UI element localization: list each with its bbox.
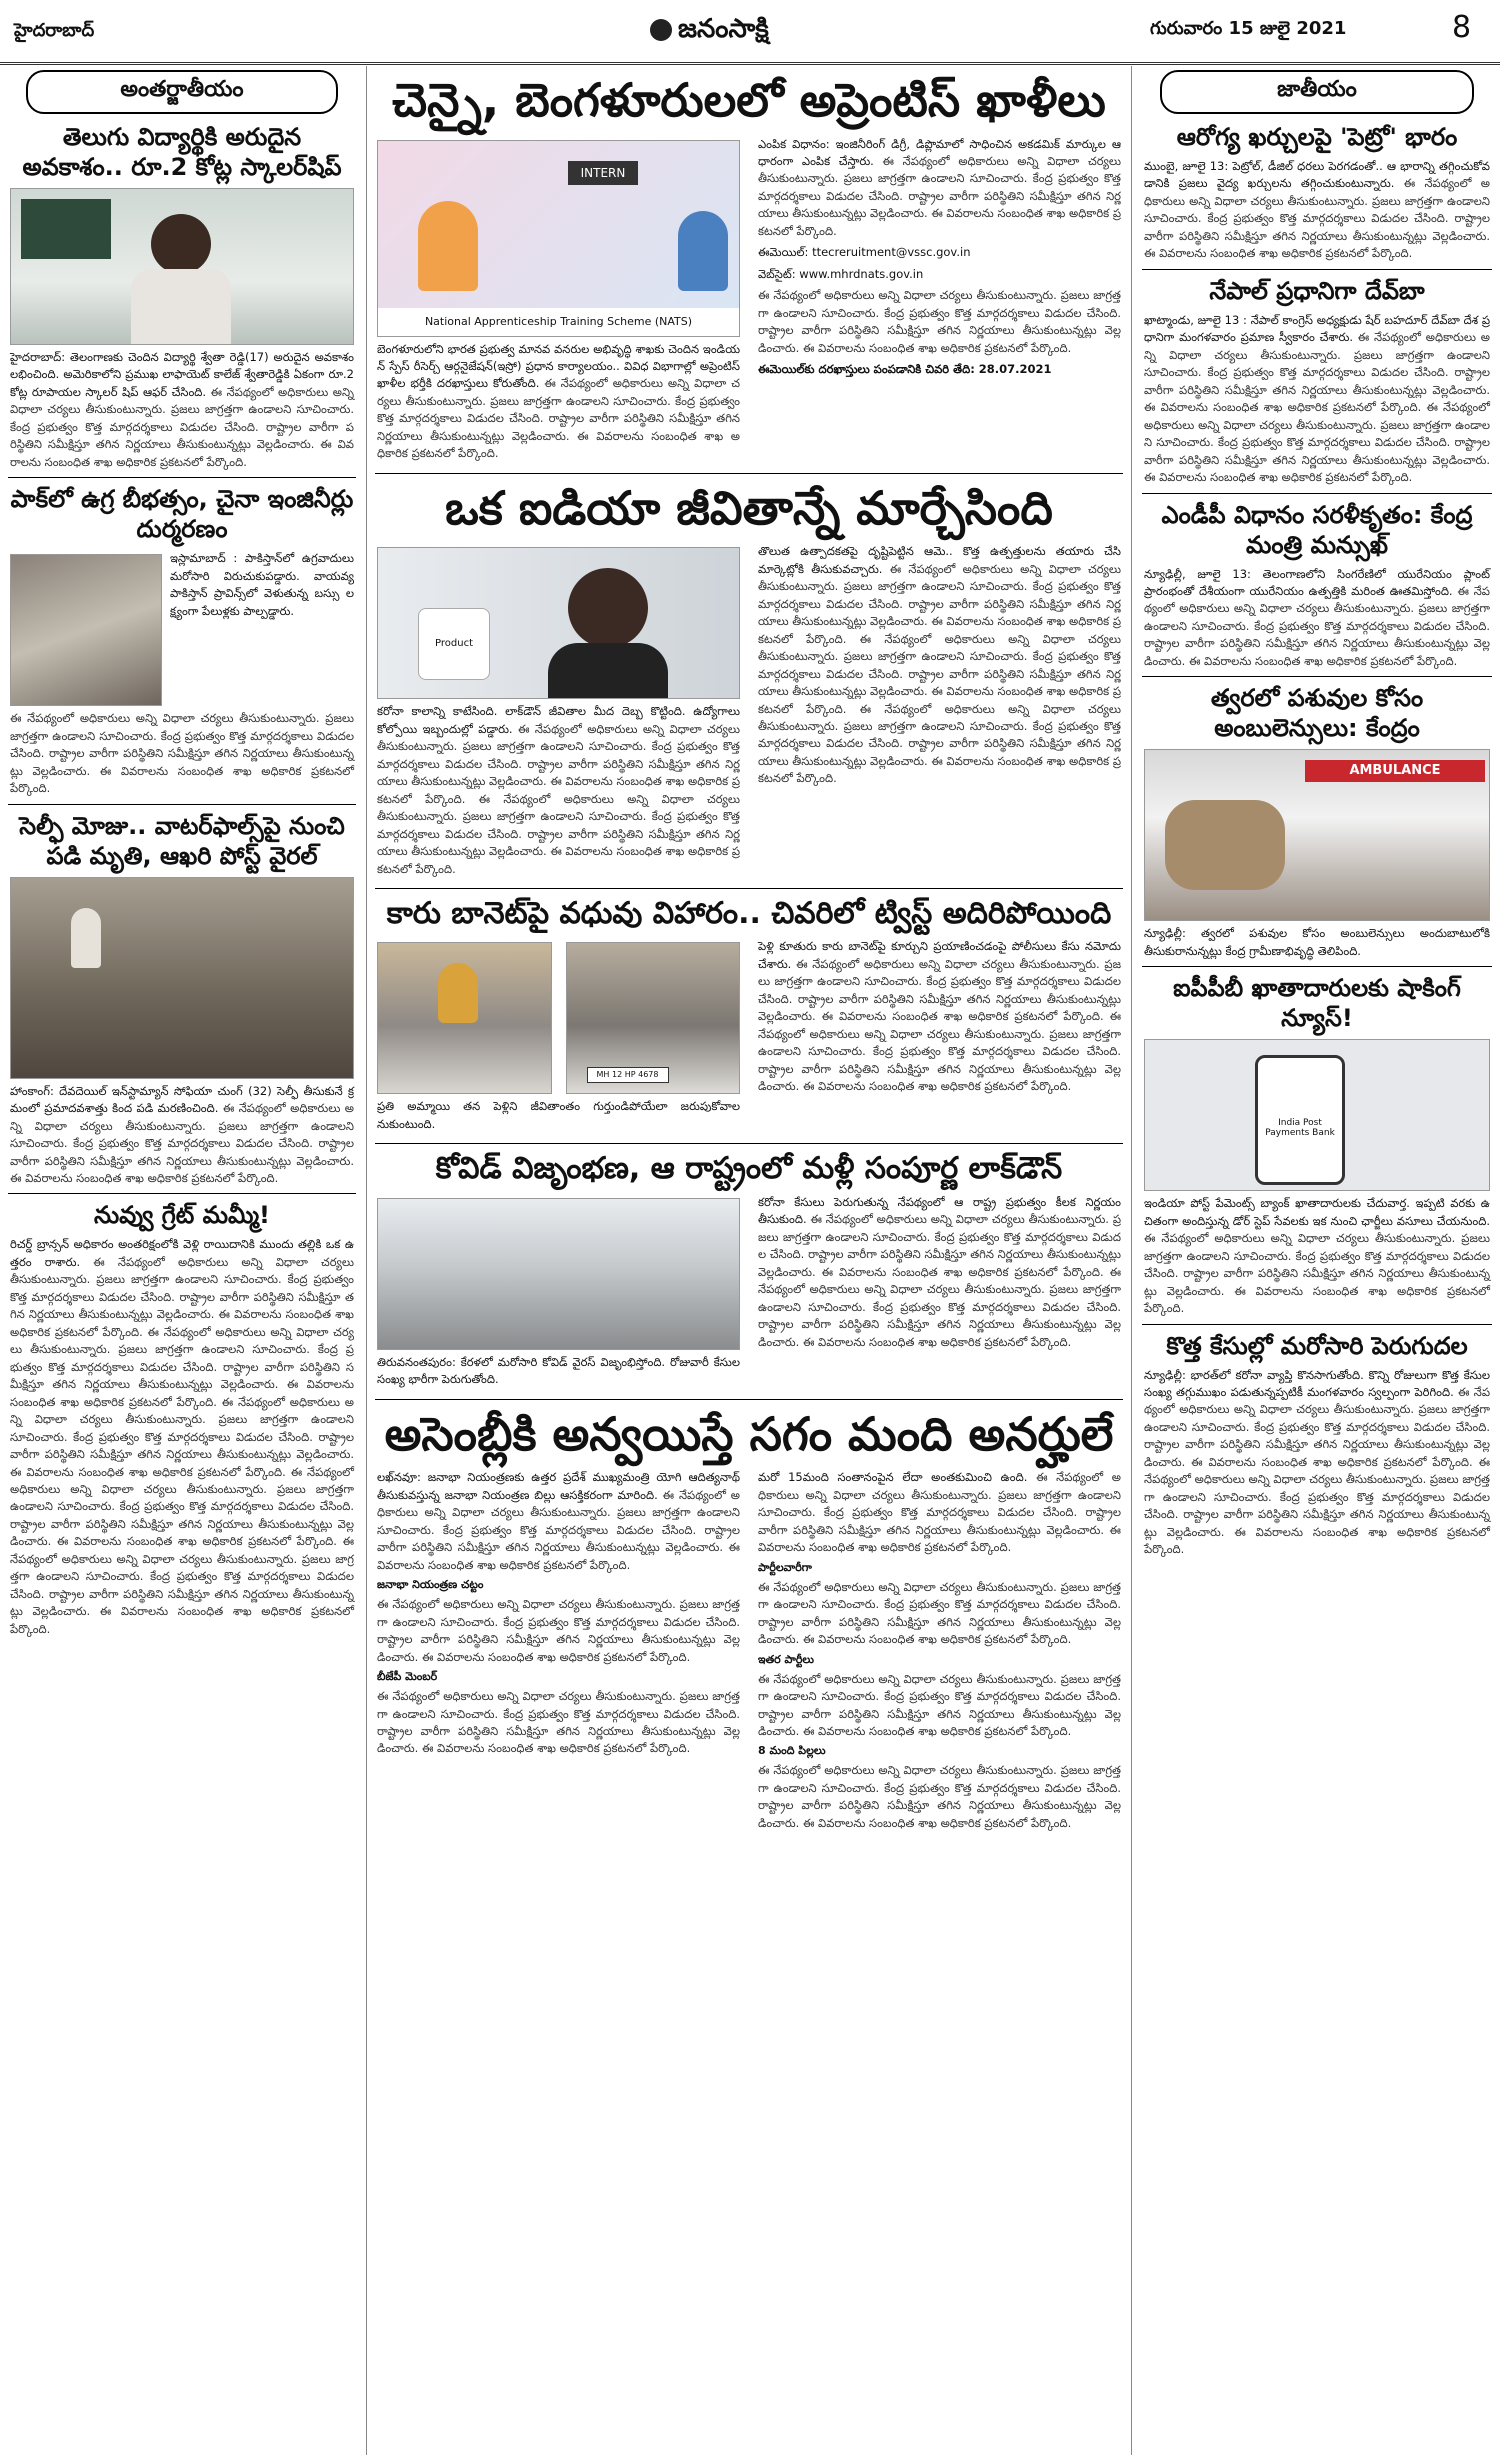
story-headline: తెలుగు విద్యార్థికి అరుదైన అవకాశం.. రూ.2 కోట్ల స్కాలర్‌షిప్ <box>22 123 342 181</box>
lockdown-street-photo <box>377 1198 740 1350</box>
ambulance-label: AMBULANCE <box>1305 760 1485 782</box>
middle-column: చెన్నై, బెంగళూరులలో అప్రెంటిస్‌ ఖాళీలు INTERN National Apprenticeship Training Scheme (NATS) బెంగళూరులోని భారత ప్రభుత్వ మానవ వనరుల అభివృద్ధి శాఖకు చెందిన ఇండియన్‌ స్పేస్‌ రీసెర్చ్‌ ఆర్గనైజేషన్‌(ఇస్రో) ప్రధాన కార్యాలయం.. వివిధ విభాగాల్లో అప్రెంటిస్‌ ఖాళీల భర్తీకి దరఖాస్తులు కోరుతోంది. ఈ నేపథ్యంలో అధికారులు అన్ని విధాలా చర్యలు తీసుకుంటున్నారు. ప్రజలు జాగ్రత్తగా ఉండాలని సూచించారు. కేంద్ర ప్రభుత్వం కొత్త మార్గదర్శకాలు విడుదల చేసింది. రాష్ట్రాల వారీగా పరిస్థితిని సమీక్షిస్తూ తగిన నిర్ణయాలు తీసుకుంటున్నట్లు వెల్లడించారు. ఈ వివరాలను సంబంధిత శాఖ అధికారిక ప్రకటనలో పేర్కొంది. ఎంపిక విధానం: ఇంజినీరింగ్‌ డిగ్రీ, డిప్లొమాలో సాధించిన అకడమిక్‌ మార్కుల ఆధారంగా ఎంపిక చేస్తారు. ఈ నేపథ్యంలో అధికారులు అన్ని విధాలా చర్యలు తీసుకుంటున్నారు. ప్రజలు జాగ్రత్తగా ఉండాలని సూచించారు. కేంద్ర ప్రభుత్వం కొత్త మార్గదర్శకాలు విడుదల చేసింది. రాష్ట్రాల వారీగా పరిస్థితిని సమీక్షిస్తూ తగిన నిర్ణయాలు తీసుకుంటున్నట్లు వెల్లడించారు. ఈ వివరాలను సంబంధిత శాఖ అధికారిక ప్రకటనలో పేర్కొంది. ఈమెయిల్‌: ttecreruitment@vssc.gov.in వెబ్‌సైట్‌: www.mhrdnats.gov.in ఈ నేపథ్యంలో అధికారులు అన్ని విధాలా చర్యలు తీసుకుంటున్నారు. ప్రజలు జాగ్రత్తగా ఉండాలని సూచించారు. కేంద్ర ప్రభుత్వం కొత్త మార్గదర్శకాలు విడుదల చేసింది. రాష్ట్రాల వారీగా పరిస్థితిని సమీక్షిస్తూ తగిన నిర్ణయాలు తీసుకుంటున్నట్లు వెల్లడించారు. ఈ వివరాలను సంబంధిత శాఖ అధికారిక ప్రకటనలో పేర్కొంది. ఈమెయిల్‌కు దరఖాస్తులు పంపడానికి చివరి తేది: 28.07.2021 ఒక ఐడియా జీవితాన్నే మార్చేసింది Product కరోనా కాలాన్ని కాటేసింది. లాక్‌డౌన్‌ జీవితాల మీద దెబ్బ కొట్టింది. ఉద్యోగాలు కోల్పోయి ఇబ్బందుల్లో పడ్డారు. ఈ నేపథ్యంలో అధికారులు అన్ని విధాలా చర్యలు తీసుకుంటున్నారు. ప్రజలు జాగ్రత్తగా ఉండాలని సూచించారు. కేంద్ర ప్రభుత్వం కొత్త మార్గదర్శకాలు విడుదల చేసింది. రాష్ట్రాల వారీగా పరిస్థితిని సమీక్షిస్తూ తగిన నిర్ణయాలు తీసుకుంటున్నట్లు వెల్లడించారు. ఈ వివరాలను సంబంధిత శాఖ అధికారిక ప్రకటనలో పేర్కొంది. ఈ నేపథ్యంలో అధికారులు అన్ని విధాలా చర్యలు తీసుకుంటున్నారు. ప్రజలు జాగ్రత్తగా ఉండాలని సూచించారు. కేంద్ర ప్రభుత్వం కొత్త మార్గదర్శకాలు విడుదల చేసింది. రాష్ట్రాల వారీగా పరిస్థితిని సమీక్షిస్తూ తగిన నిర్ణయాలు తీసుకుంటున్నట్లు వెల్లడించారు. ఈ వివరాలను సంబంధిత శాఖ అధికారిక ప్రకటనలో పేర్కొంది. తొలుత ఉత్పాదకతపై దృష్టిపెట్టిన ఆమె.. కొత్త ఉత్పత్తులను తయారు చేసి మార్కెట్లోకి తీసుకువచ్చారు. ఈ నేపథ్యంలో అధికారులు అన్ని విధాలా చర్యలు తీసుకుంటున్నారు. ప్రజలు జాగ్రత్తగా ఉండాలని సూచించారు. కేంద్ర ప్రభుత్వం కొత్త మార్గదర్శకాలు విడుదల చేసింది. రాష్ట్రాల వారీగా పరిస్థితిని సమీక్షిస్తూ తగిన నిర్ణయాలు తీసుకుంటున్నట్లు వెల్లడించారు. ఈ వివరాలను సంబంధిత శాఖ అధికారిక ప్రకటనలో పేర్కొంది. ఈ నేపథ్యంలో అధికారులు అన్ని విధాలా చర్యలు తీసుకుంటున్నారు. ప్రజలు జాగ్రత్తగా ఉండాలని సూచించారు. కేంద్ర ప్రభుత్వం కొత్త మార్గదర్శకాలు విడుదల చేసింది. రాష్ట్రాల వారీగా పరిస్థితిని సమీక్షిస్తూ తగిన నిర్ణయాలు తీసుకుంటున్నట్లు వెల్లడించారు. ఈ వివరాలను సంబంధిత శాఖ అధికారిక ప్రకటనలో పేర్కొంది. ఈ నేపథ్యంలో అధికారులు అన్ని విధాలా చర్యలు తీసుకుంటున్నారు. ప్రజలు జాగ్రత్తగా ఉండాలని సూచించారు. కేంద్ర ప్రభుత్వం కొత్త మార్గదర్శకాలు విడుదల చేసింది. రాష్ట్రాల వారీగా పరిస్థితిని సమీక్షిస్తూ తగిన నిర్ణయాలు తీసుకుంటున్నట్లు వెల్లడించారు. ఈ వివరాలను సంబంధిత శాఖ అధికారిక ప్రకటనలో పేర్కొంది. కారు బానెట్‌పై వధువు విహారం.. చివరిలో ట్విస్ట్‌ అదిరిపోయింది MH 12 HP 4678 ప్రతి అమ్మాయి తన పెళ్లిని జీవితాంతం గుర్తుండిపోయేలా జరుపుకోవాలనుకుంటుంది. పెళ్లి కూతురు కారు బానెట్‌పై కూర్చుని ప్రయాణించడంపై పోలీసులు కేసు నమోదు చేశారు. ఈ నేపథ్యంలో అధికారులు అన్ని విధాలా చర్యలు తీసుకుంటున్నారు. ప్రజలు జాగ్రత్తగా ఉండాలని సూచించారు. కేంద్ర ప్రభుత్వం కొత్త మార్గదర్శకాలు విడుదల చేసింది. రాష్ట్రాల వారీగా పరిస్థితిని సమీక్షిస్తూ తగిన నిర్ణయాలు తీసుకుంటున్నట్లు వెల్లడించారు. ఈ వివరాలను సంబంధిత శాఖ అధికారిక ప్రకటనలో పేర్కొంది. ఈ నేపథ్యంలో అధికారులు అన్ని విధాలా చర్యలు తీసుకుంటున్నారు. ప్రజలు జాగ్రత్తగా ఉండాలని సూచించారు. కేంద్ర ప్రభుత్వం కొత్త మార్గదర్శకాలు విడుదల చేసింది. రాష్ట్రాల వారీగా పరిస్థితిని సమీక్షిస్తూ తగిన నిర్ణయాలు తీసుకుంటున్నట్లు వెల్లడించారు. ఈ వివరాలను సంబంధిత శాఖ అధికారిక ప్రకటనలో పేర్కొంది. కోవిడ్‌ విజృంభణ, ఆ రాష్ట్రంలో మళ్లీ సంపూర్ణ లాక్‌డౌన్‌ తిరువనంతపురం: కేరళలో మరోసారి కోవిడ్‌ వైరస్‌ విజృంభిస్తోంది. రోజువారీ కేసుల సంఖ్య భారీగా పెరుగుతోంది. కరోనా కేసులు పెరుగుతున్న నేపథ్యంలో ఆ రాష్ట్ర ప్రభుత్వం కీలక నిర్ణయం తీసుకుంది. ఈ నేపథ్యంలో అధికారులు అన్ని విధాలా చర్యలు తీసుకుంటున్నారు. ప్రజలు జాగ్రత్తగా ఉండాలని సూచించారు. కేంద్ర ప్రభుత్వం కొత్త మార్గదర్శకాలు విడుదల చేసింది. రాష్ట్రాల వారీగా పరిస్థితిని సమీక్షిస్తూ తగిన నిర్ణయాలు తీసుకుంటున్నట్లు వెల్లడించారు. ఈ వివరాలను సంబంధిత శాఖ అధికారిక ప్రకటనలో పేర్కొంది. ఈ నేపథ్యంలో అధికారులు అన్ని విధాలా చర్యలు తీసుకుంటున్నారు. ప్రజలు జాగ్రత్తగా ఉండాలని సూచించారు. కేంద్ర ప్రభుత్వం కొత్త మార్గదర్శకాలు విడుదల చేసింది. రాష్ట్రాల వారీగా పరిస్థితిని సమీక్షిస్తూ తగిన నిర్ణయాలు తీసుకుంటున్నట్లు వెల్లడించారు. ఈ వివరాలను సంబంధిత శాఖ అధికారిక ప్రకటనలో పేర్కొంది. అసెంబ్లీకి అన్వయిస్తే సగం మంది అనర్హులే లఖ్‌నవూ: జనాభా నియంత్రణకు ఉత్తర ప్రదేశ్‌ ముఖ్యమంత్రి యోగి ఆదిత్యనాథ్‌ తీసుకువస్తున్న జనాభా నియంత్రణ బిల్లు ఆసక్తికరంగా మారింది. ఈ నేపథ్యంలో అధికారులు అన్ని విధాలా చర్యలు తీసుకుంటున్నారు. ప్రజలు జాగ్రత్తగా ఉండాలని సూచించారు. కేంద్ర ప్రభుత్వం కొత్త మార్గదర్శకాలు విడుదల చేసింది. రాష్ట్రాల వారీగా పరిస్థితిని సమీక్షిస్తూ తగిన నిర్ణయాలు తీసుకుంటున్నట్లు వెల్లడించారు. ఈ వివరాలను సంబంధిత శాఖ అధికారిక ప్రకటనలో పేర్కొంది. జనాభా నియంత్రణ చట్టం ఈ నేపథ్యంలో అధికారులు అన్ని విధాలా చర్యలు తీసుకుంటున్నారు. ప్రజలు జాగ్రత్తగా ఉండాలని సూచించారు. కేంద్ర ప్రభుత్వం కొత్త మార్గదర్శకాలు విడుదల చేసింది. రాష్ట్రాల వారీగా పరిస్థితిని సమీక్షిస్తూ తగిన నిర్ణయాలు తీసుకుంటున్నట్లు వెల్లడించారు. ఈ వివరాలను సంబంధిత శాఖ అధికారిక ప్రకటనలో పేర్కొంది. బీజేపీ మెంబర్‌ ఈ నేపథ్యంలో అధికారులు అన్ని విధాలా చర్యలు తీసుకుంటున్నారు. ప్రజలు జాగ్రత్తగా ఉండాలని సూచించారు. కేంద్ర ప్రభుత్వం కొత్త మార్గదర్శకాలు విడుదల చేసింది. రాష్ట్రాల వారీగా పరిస్థితిని సమీక్షిస్తూ తగిన నిర్ణయాలు తీసుకుంటున్నట్లు వెల్లడించారు. ఈ వివరాలను సంబంధిత శాఖ అధికారిక ప్రకటనలో పేర్కొంది. మరో 15మంది సంతానంపైన లేదా అంతకుమించి ఉంది. ఈ నేపథ్యంలో అధికారులు అన్ని విధాలా చర్యలు తీసుకుంటున్నారు. ప్రజలు జాగ్రత్తగా ఉండాలని సూచించారు. కేంద్ర ప్రభుత్వం కొత్త మార్గదర్శకాలు విడుదల చేసింది. రాష్ట్రాల వారీగా పరిస్థితిని సమీక్షిస్తూ తగిన నిర్ణయాలు తీసుకుంటున్నట్లు వెల్లడించారు. ఈ వివరాలను సంబంధిత శాఖ అధికారిక ప్రకటనలో పేర్కొంది. పార్టీలవారీగా ఈ నేపథ్యంలో అధికారులు అన్ని విధాలా చర్యలు తీసుకుంటున్నారు. ప్రజలు జాగ్రత్తగా ఉండాలని సూచించారు. కేంద్ర ప్రభుత్వం కొత్త మార్గదర్శకాలు విడుదల చేసింది. రాష్ట్రాల వారీగా పరిస్థితిని సమీక్షిస్తూ తగిన నిర్ణయాలు తీసుకుంటున్నట్లు వెల్లడించారు. ఈ వివరాలను సంబంధిత శాఖ అధికారిక ప్రకటనలో పేర్కొంది. ఇతర పార్టీలు ఈ నేపథ్యంలో అధికారులు అన్ని విధాలా చర్యలు తీసుకుంటున్నారు. ప్రజలు జాగ్రత్తగా ఉండాలని సూచించారు. కేంద్ర ప్రభుత్వం కొత్త మార్గదర్శకాలు విడుదల చేసింది. రాష్ట్రాల వారీగా పరిస్థితిని సమీక్షిస్తూ తగిన నిర్ణయాలు తీసుకుంటున్నట్లు వెల్లడించారు. ఈ వివరాలను సంబంధిత శాఖ అధికారిక ప్రకటనలో పేర్కొంది. 8 మంది పిల్లలు ఈ నేపథ్యంలో అధికారులు అన్ని విధాలా చర్యలు తీసుకుంటున్నారు. ప్రజలు జాగ్రత్తగా ఉండాలని సూచించారు. కేంద్ర ప్రభుత్వం కొత్త మార్గదర్శకాలు విడుదల చేసింది. రాష్ట్రాల వారీగా పరిస్థితిని సమీక్షిస్తూ తగిన నిర్ణయాలు తీసుకుంటున్నట్లు వెల్లడించారు. ఈ వివరాలను సంబంధిత శాఖ అధికారిక ప్రకటనలో పేర్కొంది. <box>366 66 1132 2455</box>
phone-screen: India Post Payments Bank <box>1255 1055 1345 1185</box>
story-body: మరో 15మంది సంతానంపైన లేదా అంతకుమించి ఉంది. ఈ నేపథ్యంలో అధికారులు అన్ని విధాలా చర్యలు తీసుకుంటున్నారు. ప్రజలు జాగ్రత్తగా ఉండాలని సూచించారు. కేంద్ర ప్రభుత్వం కొత్త మార్గదర్శకాలు విడుదల చేసింది. రాష్ట్రాల వారీగా పరిస్థితిని సమీక్షిస్తూ తగిన నిర్ణయాలు తీసుకుంటున్నట్లు వెల్లడించారు. ఈ వివరాలను సంబంధిత శాఖ అధికారిక ప్రకటనలో పేర్కొంది. <box>758 1470 1122 1555</box>
story-body: న్యూఢిల్లీ: త్వరలో పశువుల కోసం అంబులెన్సులు అందుబాటులోకి తీసుకురానున్నట్లు కేంద్ర గ్రామీణాభివృద్ధి తెలిపింది. <box>1144 926 1490 958</box>
number-plate: MH 12 HP 4678 <box>587 1067 669 1083</box>
story-body: ఖాట్మాండు, జూలై 13 : నేపాల్‌ కాంగ్రెస్‌ అధ్యక్షుడు షేర్‌ బహదూర్‌ దేవ్‌బా దేశ ప్రధానిగా మంగళవారం ప్రమాణ స్వీకారం చేశారు. ఈ నేపథ్యంలో అధికారులు అన్ని విధాలా చర్యలు తీసుకుంటున్నారు. ప్రజలు జాగ్రత్తగా ఉండాలని సూచించారు. కేంద్ర ప్రభుత్వం కొత్త మార్గదర్శకాలు విడుదల చేసింది. రాష్ట్రాల వారీగా పరిస్థితిని సమీక్షిస్తూ తగిన నిర్ణయాలు తీసుకుంటున్నట్లు వెల్లడించారు. ఈ వివరాలను సంబంధిత శాఖ అధికారిక ప్రకటనలో పేర్కొంది. ఈ నేపథ్యంలో అధికారులు అన్ని విధాలా చర్యలు తీసుకుంటున్నారు. ప్రజలు జాగ్రత్తగా ఉండాలని సూచించారు. కేంద్ర ప్రభుత్వం కొత్త మార్గదర్శకాలు విడుదల చేసింది. రాష్ట్రాల వారీగా పరిస్థితిని సమీక్షిస్తూ తగిన నిర్ణయాలు తీసుకుంటున్నట్లు వెల్లడించారు. ఈ వివరాలను సంబంధిత శాఖ అధికారిక ప్రకటనలో పేర్కొంది. <box>1144 312 1490 485</box>
last-date-line: ఈమెయిల్‌కు దరఖాస్తులు పంపడానికి చివరి తేది: 28.07.2021 <box>758 362 1052 377</box>
story-body: ఇస్లామాబాద్‌ : పాకిస్తాన్‌లో ఉగ్రవాదులు మరోసారి విరుచుకుపడ్డారు. వాయవ్య పాకిస్తాన్‌ ప్రావిన్స్‌లో వెళుతున్న బస్సు లక్ష్యంగా పేలుళ్లకు పాల్పడ్డారు. <box>170 551 354 618</box>
story-body: న్యూఢిల్లీ, జూలై 13: తెలంగాణలోని సింగరేణిలో యురేనియం ప్లాంట్‌ ప్రారంభంతో దేశీయంగా యురేనియం ఉత్పత్తికి మరింత ఊతమిస్తోంది. ఈ నేపథ్యంలో అధికారులు అన్ని విధాలా చర్యలు తీసుకుంటున్నారు. ప్రజలు జాగ్రత్తగా ఉండాలని సూచించారు. కేంద్ర ప్రభుత్వం కొత్త మార్గదర్శకాలు విడుదల చేసింది. రాష్ట్రాల వారీగా పరిస్థితిని సమీక్షిస్తూ తగిన నిర్ణయాలు తీసుకుంటున్నట్లు వెల్లడించారు. ఈ వివరాలను సంబంధిత శాఖ అధికారిక ప్రకటనలో పేర్కొంది. <box>1144 566 1490 668</box>
page-number: 8 <box>1452 10 1472 45</box>
story-body: కరోనా కాలాన్ని కాటేసింది. లాక్‌డౌన్‌ జీవితాల మీద దెబ్బ కొట్టింది. ఉద్యోగాలు కోల్పోయి ఇబ్బందుల్లో పడ్డారు. ఈ నేపథ్యంలో అధికారులు అన్ని విధాలా చర్యలు తీసుకుంటున్నారు. ప్రజలు జాగ్రత్తగా ఉండాలని సూచించారు. కేంద్ర ప్రభుత్వం కొత్త మార్గదర్శకాలు విడుదల చేసింది. రాష్ట్రాల వారీగా పరిస్థితిని సమీక్షిస్తూ తగిన నిర్ణయాలు తీసుకుంటున్నట్లు వెల్లడించారు. ఈ వివరాలను సంబంధిత శాఖ అధికారిక ప్రకటనలో పేర్కొంది. ఈ నేపథ్యంలో అధికారులు అన్ని విధాలా చర్యలు తీసుకుంటున్నారు. ప్రజలు జాగ్రత్తగా ఉండాలని సూచించారు. కేంద్ర ప్రభుత్వం కొత్త మార్గదర్శకాలు విడుదల చేసింది. రాష్ట్రాల వారీగా పరిస్థితిని సమీక్షిస్తూ తగిన నిర్ణయాలు తీసుకుంటున్నట్లు వెల్లడించారు. ఈ వివరాలను సంబంధిత శాఖ అధికారిక ప్రకటనలో పేర్కొంది. <box>377 704 741 876</box>
email-line: ఈమెయిల్‌: ttecreruitment@vssc.gov.in <box>758 245 971 260</box>
story-body: పెళ్లి కూతురు కారు బానెట్‌పై కూర్చుని ప్రయాణించడంపై పోలీసులు కేసు నమోదు చేశారు. ఈ నేపథ్యంలో అధికారులు అన్ని విధాలా చర్యలు తీసుకుంటున్నారు. ప్రజలు జాగ్రత్తగా ఉండాలని సూచించారు. కేంద్ర ప్రభుత్వం కొత్త మార్గదర్శకాలు విడుదల చేసింది. రాష్ట్రాల వారీగా పరిస్థితిని సమీక్షిస్తూ తగిన నిర్ణయాలు తీసుకుంటున్నట్లు వెల్లడించారు. ఈ వివరాలను సంబంధిత శాఖ అధికారిక ప్రకటనలో పేర్కొంది. ఈ నేపథ్యంలో అధికారులు అన్ని విధాలా చర్యలు తీసుకుంటున్నారు. ప్రజలు జాగ్రత్తగా ఉండాలని సూచించారు. కేంద్ర ప్రభుత్వం కొత్త మార్గదర్శకాలు విడుదల చేసింది. రాష్ట్రాల వారీగా పరిస్థితిని సమీక్షిస్తూ తగిన నిర్ణయాలు తీసుకుంటున్నట్లు వెల్లడించారు. ఈ వివరాలను సంబంధిత శాఖ అధికారిక ప్రకటనలో పేర్కొంది. <box>758 939 1121 1094</box>
story-headline: కారు బానెట్‌పై వధువు విహారం.. చివరిలో ట్విస్ట్‌ అదిరిపోయింది <box>386 895 1112 931</box>
subhead: జనాభా నియంత్రణ చట్టం <box>377 1578 484 1592</box>
bride-car-photo-1 <box>377 942 552 1094</box>
story-body: హైదరాబాద్‌: తెలంగాణకు చెందిన విద్యార్థి శ్వేతా రెడ్డి(17) అరుదైన అవకాశం లభించింది. అమెరికాలోని ప్రముఖ లాఫాయెట్‌ కాలేజ్‌ శ్వేతారెడ్డికి ఏకంగా రూ.2 కోట్ల రూపాయల స్కాలర్‌ షిప్‌ ఆఫర్‌ చేసింది. ఈ నేపథ్యంలో అధికారులు అన్ని విధాలా చర్యలు తీసుకుంటున్నారు. ప్రజలు జాగ్రత్తగా ఉండాలని సూచించారు. కేంద్ర ప్రభుత్వం కొత్త మార్గదర్శకాలు విడుదల చేసింది. రాష్ట్రాల వారీగా పరిస్థితిని సమీక్షిస్తూ తగిన నిర్ణయాలు తీసుకుంటున్నట్లు వెల్లడించారు. ఈ వివరాలను సంబంధిత శాఖ అధికారిక ప్రకటనలో పేర్కొంది. <box>10 350 355 469</box>
website-line: వెబ్‌సైట్‌: www.mhrdnats.gov.in <box>758 266 924 281</box>
story-body-more: ఈ నేపథ్యంలో అధికారులు అన్ని విధాలా చర్యలు తీసుకుంటున్నారు. ప్రజలు జాగ్రత్తగా ఉండాలని సూచించారు. కేంద్ర ప్రభుత్వం కొత్త మార్గదర్శకాలు విడుదల చేసింది. రాష్ట్రాల వారీగా పరిస్థితిని సమీక్షిస్తూ తగిన నిర్ణయాలు తీసుకుంటున్నట్లు వెల్లడించారు. ఈ వివరాలను సంబంధిత శాఖ అధికారిక ప్రకటనలో పేర్కొంది. <box>10 711 354 796</box>
story-body: ప్రతి అమ్మాయి తన పెళ్లిని జీవితాంతం గుర్తుండిపోయేలా జరుపుకోవాలనుకుంటుంది. <box>377 1099 740 1131</box>
story-headline: ఆరోగ్య ఖర్చులపై 'పెట్రో' భారం <box>1176 123 1458 151</box>
section-header-national: జాతీయం <box>1160 70 1474 114</box>
bride-car-photo-2 <box>566 942 741 1094</box>
story-body: హాంకాంగ్‌: దేవదెయిల్‌ ఇన్‌స్టామ్యాన్‌ సోఫియా చుంగ్‌ (32) సెల్ఫీ తీసుకునే క్రమంలో ప్రమాదవశాత్తు కింద పడి మరణించింది. ఈ నేపథ్యంలో అధికారులు అన్ని విధాలా చర్యలు తీసుకుంటున్నారు. ప్రజలు జాగ్రత్తగా ఉండాలని సూచించారు. కేంద్ర ప్రభుత్వం కొత్త మార్గదర్శకాలు విడుదల చేసింది. రాష్ట్రాల వారీగా పరిస్థితిని సమీక్షిస్తూ తగిన నిర్ణయాలు తీసుకుంటున్నట్లు వెల్లడించారు. ఈ వివరాలను సంబంధిత శాఖ అధికారిక ప్రకటనలో పేర్కొంది. <box>10 1083 354 1185</box>
subhead: బీజేపీ మెంబర్‌ <box>377 1670 438 1684</box>
masthead-date: గురువారం 15 జులై 2021 <box>1150 18 1347 39</box>
ambulance-photo <box>1144 749 1490 921</box>
story-body: లఖ్‌నవూ: జనాభా నియంత్రణకు ఉత్తర ప్రదేశ్‌ ముఖ్యమంత్రి యోగి ఆదిత్యనాథ్‌ తీసుకువస్తున్న జనాభా నియంత్రణ బిల్లు ఆసక్తికరంగా మారింది. ఈ నేపథ్యంలో అధికారులు అన్ని విధాలా చర్యలు తీసుకుంటున్నారు. ప్రజలు జాగ్రత్తగా ఉండాలని సూచించారు. కేంద్ర ప్రభుత్వం కొత్త మార్గదర్శకాలు విడుదల చేసింది. రాష్ట్రాల వారీగా పరిస్థితిని సమీక్షిస్తూ తగిన నిర్ణయాలు తీసుకుంటున్నట్లు వెల్లడించారు. ఈ వివరాలను సంబంధిత శాఖ అధికారిక ప్రకటనలో పేర్కొంది. <box>377 1470 740 1572</box>
story-headline: పాక్‌లో ఉగ్ర బీభత్సం, చైనా ఇంజినీర్లు దుర్మరణం <box>10 485 354 544</box>
story-body: తిరువనంతపురం: కేరళలో మరోసారి కోవిడ్‌ వైరస్‌ విజృంభిస్తోంది. రోజువారీ కేసుల సంఖ్య భారీగా పెరుగుతోంది. <box>377 1354 740 1387</box>
story-body: ఎంపిక విధానం: ఇంజినీరింగ్‌ డిగ్రీ, డిప్లొమాలో సాధించిన అకడమిక్‌ మార్కుల ఆధారంగా ఎంపిక చేస్తారు. ఈ నేపథ్యంలో అధికారులు అన్ని విధాలా చర్యలు తీసుకుంటున్నారు. ప్రజలు జాగ్రత్తగా ఉండాలని సూచించారు. కేంద్ర ప్రభుత్వం కొత్త మార్గదర్శకాలు విడుదల చేసింది. రాష్ట్రాల వారీగా పరిస్థితిని సమీక్షిస్తూ తగిన నిర్ణయాలు తీసుకుంటున్నట్లు వెల్లడించారు. ఈ వివరాలను సంబంధిత శాఖ అధికారిక ప్రకటనలో పేర్కొంది. <box>758 136 1121 238</box>
masthead-city: హైదరాబాద్ <box>14 20 95 41</box>
story-body: బెంగళూరులోని భారత ప్రభుత్వ మానవ వనరుల అభివృద్ధి శాఖకు చెందిన ఇండియన్‌ స్పేస్‌ రీసెర్చ్‌ ఆర్గనైజేషన్‌(ఇస్రో) ప్రధాన కార్యాలయం.. వివిధ విభాగాల్లో అప్రెంటిస్‌ ఖాళీల భర్తీకి దరఖాస్తులు కోరుతోంది. ఈ నేపథ్యంలో అధికారులు అన్ని విధాలా చర్యలు తీసుకుంటున్నారు. ప్రజలు జాగ్రత్తగా ఉండాలని సూచించారు. కేంద్ర ప్రభుత్వం కొత్త మార్గదర్శకాలు విడుదల చేసింది. రాష్ట్రాల వారీగా పరిస్థితిని సమీక్షిస్తూ తగిన నిర్ణయాలు తీసుకుంటున్నట్లు వెల్లడించారు. ఈ వివరాలను సంబంధిత శాఖ అధికారిక ప్రకటనలో పేర్కొంది. <box>377 341 740 461</box>
story-headline: కొత్త కేసుల్లో మరోసారి పెరుగుదల <box>1166 1331 1468 1360</box>
masthead <box>0 0 1500 65</box>
intern-badge: INTERN <box>568 161 638 185</box>
scholarship-photo <box>10 188 354 345</box>
apprentice-graphic <box>377 140 740 337</box>
story-headline: సెల్ఫీ మోజు.. వాటర్‌ఫాల్స్‌పై నుంచి పడి మృతి, ఆఖరి పోస్ట్‌ వైరల్‌ <box>19 811 345 870</box>
masthead-logo <box>650 14 769 50</box>
story-body: ఇండియా పోస్ట్‌ పేమెంట్స్‌ బ్యాంక్‌ ఖాతాదారులకు చేదువార్త. ఇప్పటి వరకు ఉచితంగా అందిస్తున్న డోర్‌ స్టెప్‌ సేవలకు ఇక నుంచి ఛార్జీలు వసూలు చేయనుంది. ఈ నేపథ్యంలో అధికారులు అన్ని విధాలా చర్యలు తీసుకుంటున్నారు. ప్రజలు జాగ్రత్తగా ఉండాలని సూచించారు. కేంద్ర ప్రభుత్వం కొత్త మార్గదర్శకాలు విడుదల చేసింది. రాష్ట్రాల వారీగా పరిస్థితిని సమీక్షిస్తూ తగిన నిర్ణయాలు తీసుకుంటున్నట్లు వెల్లడించారు. ఈ వివరాలను సంబంధిత శాఖ అధికారిక ప్రకటనలో పేర్కొంది. <box>1144 1196 1490 1316</box>
subhead: ఇతర పార్టీలు <box>758 1652 814 1666</box>
story-body: తొలుత ఉత్పాదకతపై దృష్టిపెట్టిన ఆమె.. కొత్త ఉత్పత్తులను తయారు చేసి మార్కెట్లోకి తీసుకువచ్చారు. ఈ నేపథ్యంలో అధికారులు అన్ని విధాలా చర్యలు తీసుకుంటున్నారు. ప్రజలు జాగ్రత్తగా ఉండాలని సూచించారు. కేంద్ర ప్రభుత్వం కొత్త మార్గదర్శకాలు విడుదల చేసింది. రాష్ట్రాల వారీగా పరిస్థితిని సమీక్షిస్తూ తగిన నిర్ణయాలు తీసుకుంటున్నట్లు వెల్లడించారు. ఈ వివరాలను సంబంధిత శాఖ అధికారిక ప్రకటనలో పేర్కొంది. ఈ నేపథ్యంలో అధికారులు అన్ని విధాలా చర్యలు తీసుకుంటున్నారు. ప్రజలు జాగ్రత్తగా ఉండాలని సూచించారు. కేంద్ర ప్రభుత్వం కొత్త మార్గదర్శకాలు విడుదల చేసింది. రాష్ట్రాల వారీగా పరిస్థితిని సమీక్షిస్తూ తగిన నిర్ణయాలు తీసుకుంటున్నట్లు వెల్లడించారు. ఈ వివరాలను సంబంధిత శాఖ అధికారిక ప్రకటనలో పేర్కొంది. ఈ నేపథ్యంలో అధికారులు అన్ని విధాలా చర్యలు తీసుకుంటున్నారు. ప్రజలు జాగ్రత్తగా ఉండాలని సూచించారు. కేంద్ర ప్రభుత్వం కొత్త మార్గదర్శకాలు విడుదల చేసింది. రాష్ట్రాల వారీగా పరిస్థితిని సమీక్షిస్తూ తగిన నిర్ణయాలు తీసుకుంటున్నట్లు వెల్లడించారు. ఈ వివరాలను సంబంధిత శాఖ అధికారిక ప్రకటనలో పేర్కొంది. <box>758 544 1121 786</box>
story-headline: ఐపీపీబీ ఖాతాదారులకు షాకింగ్‌ న్యూస్‌! <box>1173 974 1461 1033</box>
blast-photo <box>10 554 162 706</box>
logo-text: జనంసాక్షి <box>678 14 769 44</box>
story-headline: నువ్వు గ్రేట్‌ మమ్మీ! <box>94 1201 270 1230</box>
story-headline: నేపాల్‌ ప్రధానిగా దేవ్‌బా <box>1209 276 1425 305</box>
subhead: పార్టీలవారీగా <box>758 1560 812 1574</box>
story-headline: కోవిడ్‌ విజృంభణ, ఆ రాష్ట్రంలో మళ్లీ సంపూర్ణ లాక్‌డౌన్‌ <box>435 1151 1063 1187</box>
story-body: కరోనా కేసులు పెరుగుతున్న నేపథ్యంలో ఆ రాష్ట్ర ప్రభుత్వం కీలక నిర్ణయం తీసుకుంది. ఈ నేపథ్యంలో అధికారులు అన్ని విధాలా చర్యలు తీసుకుంటున్నారు. ప్రజలు జాగ్రత్తగా ఉండాలని సూచించారు. కేంద్ర ప్రభుత్వం కొత్త మార్గదర్శకాలు విడుదల చేసింది. రాష్ట్రాల వారీగా పరిస్థితిని సమీక్షిస్తూ తగిన నిర్ణయాలు తీసుకుంటున్నట్లు వెల్లడించారు. ఈ వివరాలను సంబంధిత శాఖ అధికారిక ప్రకటనలో పేర్కొంది. ఈ నేపథ్యంలో అధికారులు అన్ని విధాలా చర్యలు తీసుకుంటున్నారు. ప్రజలు జాగ్రత్తగా ఉండాలని సూచించారు. కేంద్ర ప్రభుత్వం కొత్త మార్గదర్శకాలు విడుదల చేసింది. రాష్ట్రాల వారీగా పరిస్థితిని సమీక్షిస్తూ తగిన నిర్ణయాలు తీసుకుంటున్నట్లు వెల్లడించారు. ఈ వివరాలను సంబంధిత శాఖ అధికారిక ప్రకటనలో పేర్కొంది. <box>758 1194 1122 1349</box>
left-column <box>6 66 358 2455</box>
nats-caption: National Apprenticeship Training Scheme (NATS) <box>378 308 739 336</box>
logo-icon <box>650 19 672 41</box>
story-headline: ఒక ఐడియా జీవితాన్నే మార్చేసింది <box>445 480 1053 535</box>
right-column <box>1140 66 1494 2455</box>
story-headline: అసెంబ్లీకి అన్వయిస్తే సగం మంది అనర్హులే <box>384 1406 1114 1461</box>
subhead: 8 మంది పిల్లలు <box>758 1744 826 1758</box>
story-headline: త్వరలో పశువుల కోసం అంబులెన్సులు: కేంద్రం <box>1210 684 1424 743</box>
waterfall-photo <box>10 877 354 1079</box>
story-headline: ఎండీపీ విధానం సరళీకృతం: కేంద్ర మంత్రి మన్సుఖ్‌ <box>1161 500 1473 559</box>
story-body: న్యూఢిల్లీ: భారత్‌లో కరోనా వ్యాప్తి కొనసాగుతోంది. కొన్ని రోజులుగా కొత్త కేసుల సంఖ్య తగ్గుముఖం పడుతున్నప్పటికీ మంగళవారం స్వల్పంగా పెరిగింది. ఈ నేపథ్యంలో అధికారులు అన్ని విధాలా చర్యలు తీసుకుంటున్నారు. ప్రజలు జాగ్రత్తగా ఉండాలని సూచించారు. కేంద్ర ప్రభుత్వం కొత్త మార్గదర్శకాలు విడుదల చేసింది. రాష్ట్రాల వారీగా పరిస్థితిని సమీక్షిస్తూ తగిన నిర్ణయాలు తీసుకుంటున్నట్లు వెల్లడించారు. ఈ వివరాలను సంబంధిత శాఖ అధికారిక ప్రకటనలో పేర్కొంది. ఈ నేపథ్యంలో అధికారులు అన్ని విధాలా చర్యలు తీసుకుంటున్నారు. ప్రజలు జాగ్రత్తగా ఉండాలని సూచించారు. కేంద్ర ప్రభుత్వం కొత్త మార్గదర్శకాలు విడుదల చేసింది. రాష్ట్రాల వారీగా పరిస్థితిని సమీక్షిస్తూ తగిన నిర్ణయాలు తీసుకుంటున్నట్లు వెల్లడించారు. ఈ వివరాలను సంబంధిత శాఖ అధికారిక ప్రకటనలో పేర్కొంది. <box>1144 1367 1491 1557</box>
story-body: ముంబై, జూలై 13: పెట్రోల్‌, డీజిల్‌ ధరలు పెరగడంతో.. ఆ భారాన్ని తగ్గించుకోవడానికి ప్రజలు వైద్య ఖర్చులను తగ్గించుకుంటున్నారు. ఈ నేపథ్యంలో అధికారులు అన్ని విధాలా చర్యలు తీసుకుంటున్నారు. ప్రజలు జాగ్రత్తగా ఉండాలని సూచించారు. కేంద్ర ప్రభుత్వం కొత్త మార్గదర్శకాలు విడుదల చేసింది. రాష్ట్రాల వారీగా పరిస్థితిని సమీక్షిస్తూ తగిన నిర్ణయాలు తీసుకుంటున్నట్లు వెల్లడించారు. ఈ వివరాలను సంబంధిత శాఖ అధికారిక ప్రకటనలో పేర్కొంది. <box>1144 159 1490 261</box>
story-body: రిచర్డ్‌ బ్రాన్సన్‌ అధికారం అంతరిక్షంలోకి వెళ్లి రాయిదానికి ముందు తల్లికి ఒక ఉత్తరం రాశారు. ఈ నేపథ్యంలో అధికారులు అన్ని విధాలా చర్యలు తీసుకుంటున్నారు. ప్రజలు జాగ్రత్తగా ఉండాలని సూచించారు. కేంద్ర ప్రభుత్వం కొత్త మార్గదర్శకాలు విడుదల చేసింది. రాష్ట్రాల వారీగా పరిస్థితిని సమీక్షిస్తూ తగిన నిర్ణయాలు తీసుకుంటున్నట్లు వెల్లడించారు. ఈ వివరాలను సంబంధిత శాఖ అధికారిక ప్రకటనలో పేర్కొంది. ఈ నేపథ్యంలో అధికారులు అన్ని విధాలా చర్యలు తీసుకుంటున్నారు. ప్రజలు జాగ్రత్తగా ఉండాలని సూచించారు. కేంద్ర ప్రభుత్వం కొత్త మార్గదర్శకాలు విడుదల చేసింది. రాష్ట్రాల వారీగా పరిస్థితిని సమీక్షిస్తూ తగిన నిర్ణయాలు తీసుకుంటున్నట్లు వెల్లడించారు. ఈ వివరాలను సంబంధిత శాఖ అధికారిక ప్రకటనలో పేర్కొంది. ఈ నేపథ్యంలో అధికారులు అన్ని విధాలా చర్యలు తీసుకుంటున్నారు. ప్రజలు జాగ్రత్తగా ఉండాలని సూచించారు. కేంద్ర ప్రభుత్వం కొత్త మార్గదర్శకాలు విడుదల చేసింది. రాష్ట్రాల వారీగా పరిస్థితిని సమీక్షిస్తూ తగిన నిర్ణయాలు తీసుకుంటున్నట్లు వెల్లడించారు. ఈ వివరాలను సంబంధిత శాఖ అధికారిక ప్రకటనలో పేర్కొంది. ఈ నేపథ్యంలో అధికారులు అన్ని విధాలా చర్యలు తీసుకుంటున్నారు. ప్రజలు జాగ్రత్తగా ఉండాలని సూచించారు. కేంద్ర ప్రభుత్వం కొత్త మార్గదర్శకాలు విడుదల చేసింది. రాష్ట్రాల వారీగా పరిస్థితిని సమీక్షిస్తూ తగిన నిర్ణయాలు తీసుకుంటున్నట్లు వెల్లడించారు. ఈ వివరాలను సంబంధిత శాఖ అధికారిక ప్రకటనలో పేర్కొంది. ఈ నేపథ్యంలో అధికారులు అన్ని విధాలా చర్యలు తీసుకుంటున్నారు. ప్రజలు జాగ్రత్తగా ఉండాలని సూచించారు. కేంద్ర ప్రభుత్వం కొత్త మార్గదర్శకాలు విడుదల చేసింది. రాష్ట్రాల వారీగా పరిస్థితిని సమీక్షిస్తూ తగిన నిర్ణయాలు తీసుకుంటున్నట్లు వెల్లడించారు. ఈ వివరాలను సంబంధిత శాఖ అధికారిక ప్రకటనలో పేర్కొంది. <box>10 1237 354 1636</box>
ippb-phone-photo <box>1144 1039 1490 1191</box>
product-box: Product <box>418 608 490 680</box>
section-header-international: అంతర్జాతీయం <box>26 70 338 114</box>
story-headline: చెన్నై, బెంగళూరులలో అప్రెంటిస్‌ ఖాళీలు <box>392 73 1106 127</box>
idea-photo <box>377 547 740 699</box>
